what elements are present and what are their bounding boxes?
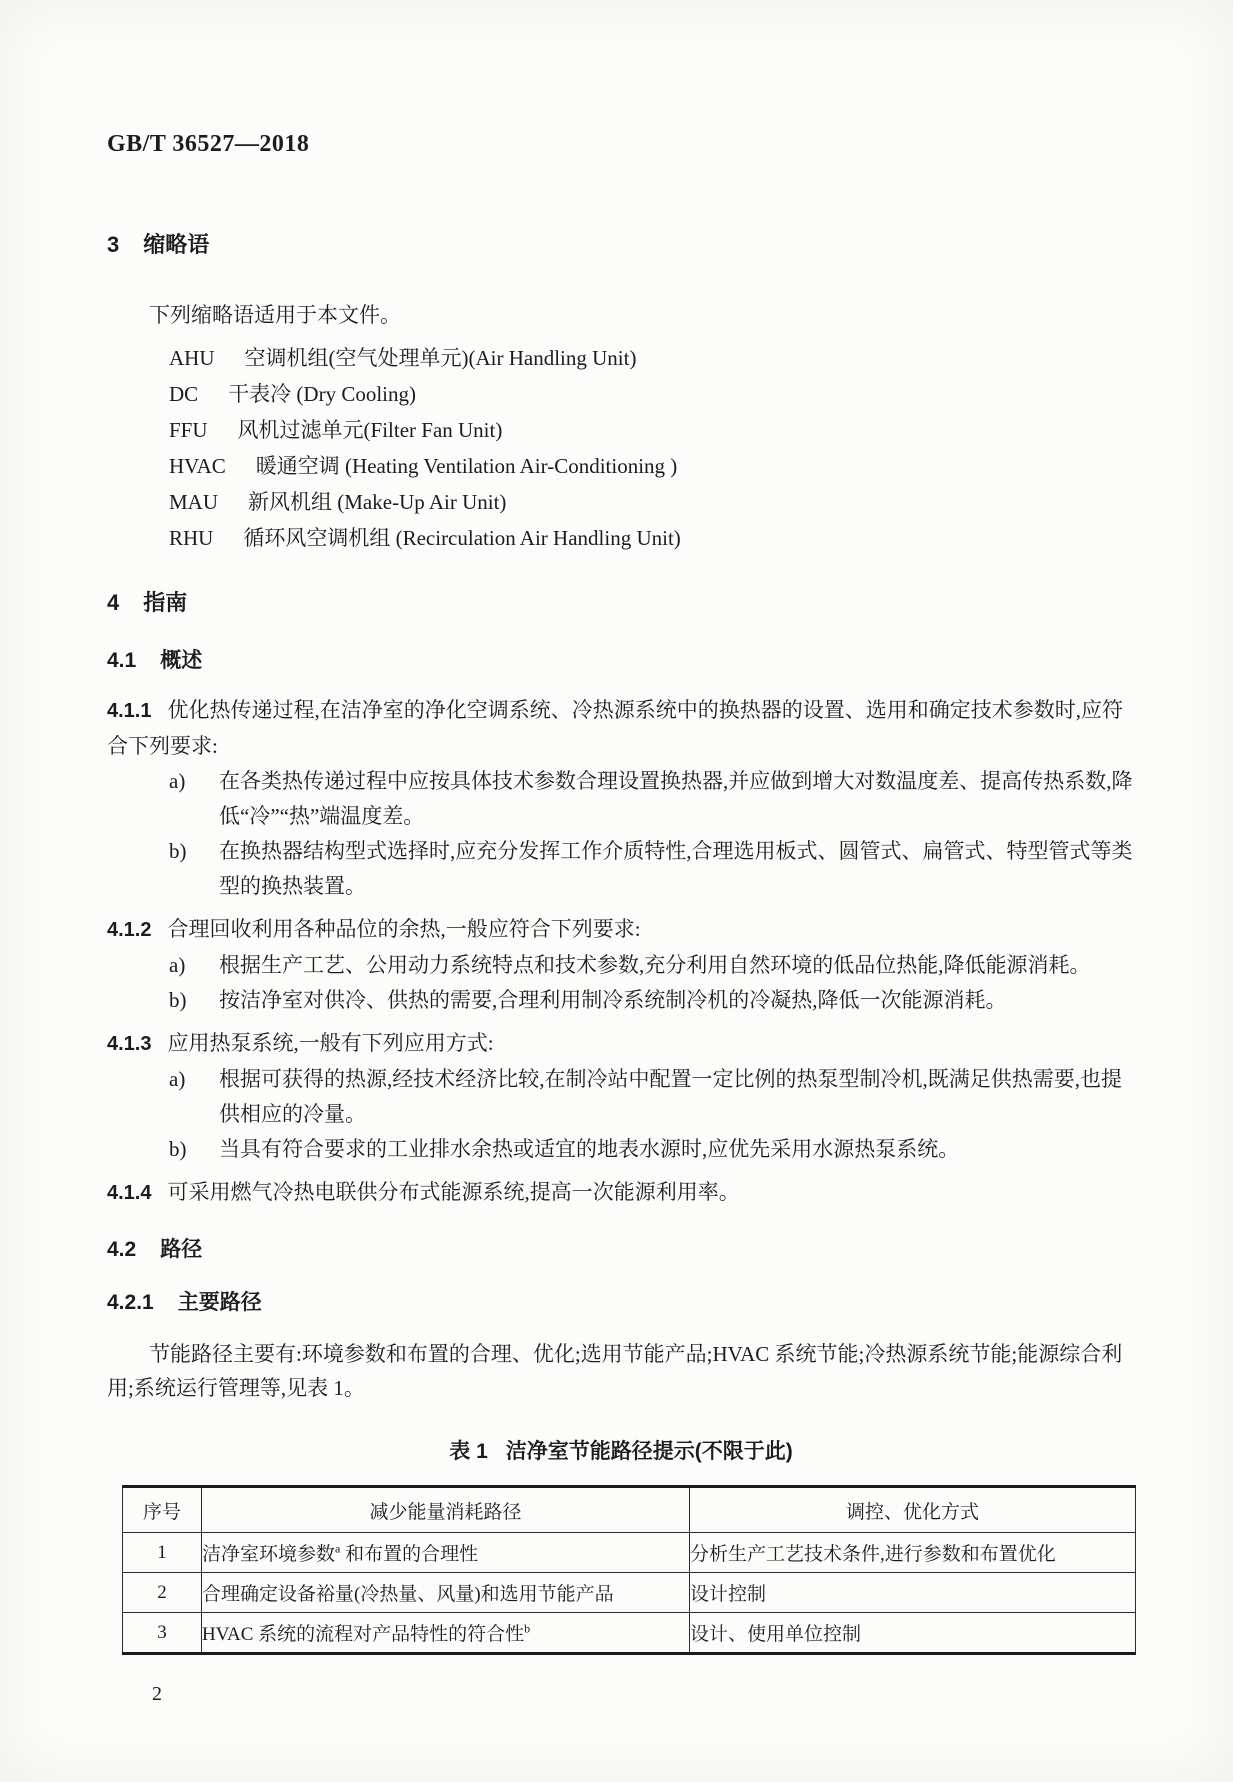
- item-label: b): [169, 1137, 187, 1161]
- abbreviation-definition: 干表冷 (Dry Cooling): [228, 382, 417, 406]
- abbreviation-definition: 循环风空调机组 (Recirculation Air Handling Unit): [243, 526, 681, 550]
- clause-number: 4.1.1: [107, 700, 152, 722]
- clause-4-1-4: [107, 1175, 1135, 1211]
- cell-path-text: 合理确定设备裕量(冷热量、风量)和选用节能产品: [202, 1584, 614, 1605]
- section421-number: 4.2.1: [107, 1291, 154, 1314]
- cell-method: 设计、使用单位控制: [690, 1613, 1136, 1654]
- clause-4-1-3: [107, 1026, 1135, 1062]
- list-item-b: [169, 983, 1135, 1018]
- section4-number: 4: [107, 590, 120, 615]
- table1-title: [107, 1439, 1135, 1465]
- item-label: a): [169, 769, 186, 793]
- cell-no: 2: [123, 1573, 202, 1613]
- item-text: 按洁净室对供冷、供热的需要,合理利用制冷系统制冷机的冷凝热,降低一次能源消耗。: [219, 988, 1007, 1012]
- clause-4-1-1: [107, 693, 1135, 764]
- table-row: [123, 1573, 1136, 1613]
- abbreviation-item: [169, 484, 1135, 520]
- table1-caption: 洁净室节能路径提示(不限于此): [505, 1440, 793, 1463]
- clause-text: 合理回收利用各种品位的余热,一般应符合下列要求:: [167, 917, 641, 941]
- item-label: a): [169, 953, 186, 977]
- clause-number: 4.1.2: [107, 919, 152, 941]
- abbreviation-item: [169, 376, 1135, 412]
- footnote-marker: b: [524, 1621, 531, 1636]
- table-row: [123, 1533, 1136, 1573]
- footnote-marker: a: [335, 1541, 341, 1556]
- list-item-b: [169, 1132, 1135, 1167]
- section3-intro: 下列缩略语适用于本文件。: [149, 303, 401, 327]
- clause-text: 可采用燃气冷热电联供分布式能源系统,提高一次能源利用率。: [167, 1180, 740, 1204]
- section42-title: 路径: [160, 1238, 203, 1261]
- clause-number: 4.1.4: [107, 1182, 152, 1204]
- clause-text: 应用热泵系统,一般有下列应用方式:: [167, 1031, 494, 1055]
- cell-path: [202, 1573, 690, 1613]
- col-header-no: 序号: [123, 1487, 202, 1533]
- doc-number: GB/T 36527—2018: [107, 131, 310, 157]
- section4-heading: [107, 590, 1135, 616]
- cell-no: 1: [123, 1533, 202, 1573]
- page-number: 2: [152, 1683, 162, 1705]
- item-label: b): [169, 839, 187, 863]
- abbreviation-item: [169, 340, 1135, 376]
- clause-number: 4.1.3: [107, 1033, 152, 1055]
- clause-text: 优化热传递过程,在洁净室的净化空调系统、冷热源系统中的换热器的设置、选用和确定技术参数时,应符合下列要求:: [107, 698, 1123, 758]
- cell-path-text: 洁净室环境参数: [202, 1544, 336, 1565]
- table-row: [123, 1613, 1136, 1654]
- section41-heading: [107, 648, 1135, 673]
- cell-path-text: HVAC 系统的流程对产品特性的符合性: [202, 1624, 525, 1645]
- cell-path: [202, 1613, 690, 1654]
- item-text: 根据可获得的热源,经技术经济比较,在制冷站中配置一定比例的热泵型制冷机,既满足供热需要,也提供相应的冷量。: [219, 1067, 1122, 1126]
- col-header-method: 调控、优化方式: [690, 1487, 1136, 1533]
- item-text: 当具有符合要求的工业排水余热或适宜的地表水源时,应优先采用水源热泵系统。: [219, 1137, 960, 1161]
- list-item-b: [169, 834, 1135, 904]
- section3-title: 缩略语: [143, 232, 210, 257]
- list-item-a: [169, 764, 1135, 834]
- cell-no: 3: [123, 1613, 202, 1654]
- table1: [122, 1485, 1136, 1655]
- section421-title: 主要路径: [177, 1291, 262, 1314]
- abbreviation-term: FFU: [169, 418, 208, 442]
- item-text: 在换热器结构型式选择时,应充分发挥工作介质特性,合理选用板式、圆管式、扁管式、特型管式等类型的换热装置。: [219, 839, 1133, 898]
- abbreviation-item: [169, 520, 1135, 556]
- item-text: 根据生产工艺、公用动力系统特点和技术参数,充分利用自然环境的低品位热能,降低能源消耗。: [219, 953, 1091, 977]
- section421-heading: [107, 1290, 1135, 1315]
- abbreviation-definition: 暖通空调 (Heating Ventilation Air-Conditioning ): [255, 454, 678, 478]
- abbreviation-term: AHU: [169, 346, 215, 370]
- abbreviation-definition: 风机过滤单元(Filter Fan Unit): [237, 418, 503, 442]
- abbreviation-item: [169, 412, 1135, 448]
- abbreviation-definition: 空调机组(空气处理单元)(Air Handling Unit): [244, 346, 637, 370]
- section3-heading: [107, 232, 1135, 258]
- section421-paragraph: 节能路径主要有:环境参数和布置的合理、优化;选用节能产品;HVAC 系统节能;冷热源系统节能;能源综合利用;系统运行管理等,见表 1。: [107, 1342, 1123, 1400]
- abbreviation-term: MAU: [169, 490, 219, 514]
- item-label: a): [169, 1067, 186, 1091]
- table1-label: 表 1: [449, 1440, 488, 1463]
- abbreviation-list: [107, 340, 1135, 556]
- section4-title: 指南: [143, 590, 188, 615]
- section41-title: 概述: [160, 649, 203, 672]
- abbreviation-item: [169, 448, 1135, 484]
- abbreviation-term: DC: [169, 382, 199, 406]
- section42-heading: [107, 1237, 1135, 1262]
- clause-4-1-2: [107, 912, 1135, 948]
- cell-path: [202, 1533, 690, 1573]
- item-text: 在各类热传递过程中应按具体技术参数合理设置换热器,并应做到增大对数温度差、提高传热系数,降低“冷”“热”端温度差。: [219, 769, 1133, 828]
- col-header-path: 减少能量消耗路径: [202, 1487, 690, 1533]
- cell-path-rest: 和布置的合理性: [340, 1544, 479, 1565]
- section41-number: 4.1: [107, 649, 137, 672]
- abbreviation-term: HVAC: [169, 454, 226, 478]
- cell-method: 分析生产工艺技术条件,进行参数和布置优化: [690, 1533, 1136, 1573]
- table-header-row: [123, 1487, 1136, 1533]
- section3-number: 3: [107, 232, 120, 257]
- list-item-a: [169, 948, 1135, 983]
- cell-method: 设计控制: [690, 1573, 1136, 1613]
- section42-number: 4.2: [107, 1238, 137, 1261]
- abbreviation-definition: 新风机组 (Make-Up Air Unit): [248, 490, 507, 514]
- item-label: b): [169, 988, 187, 1012]
- list-item-a: [169, 1062, 1135, 1132]
- abbreviation-term: RHU: [169, 526, 214, 550]
